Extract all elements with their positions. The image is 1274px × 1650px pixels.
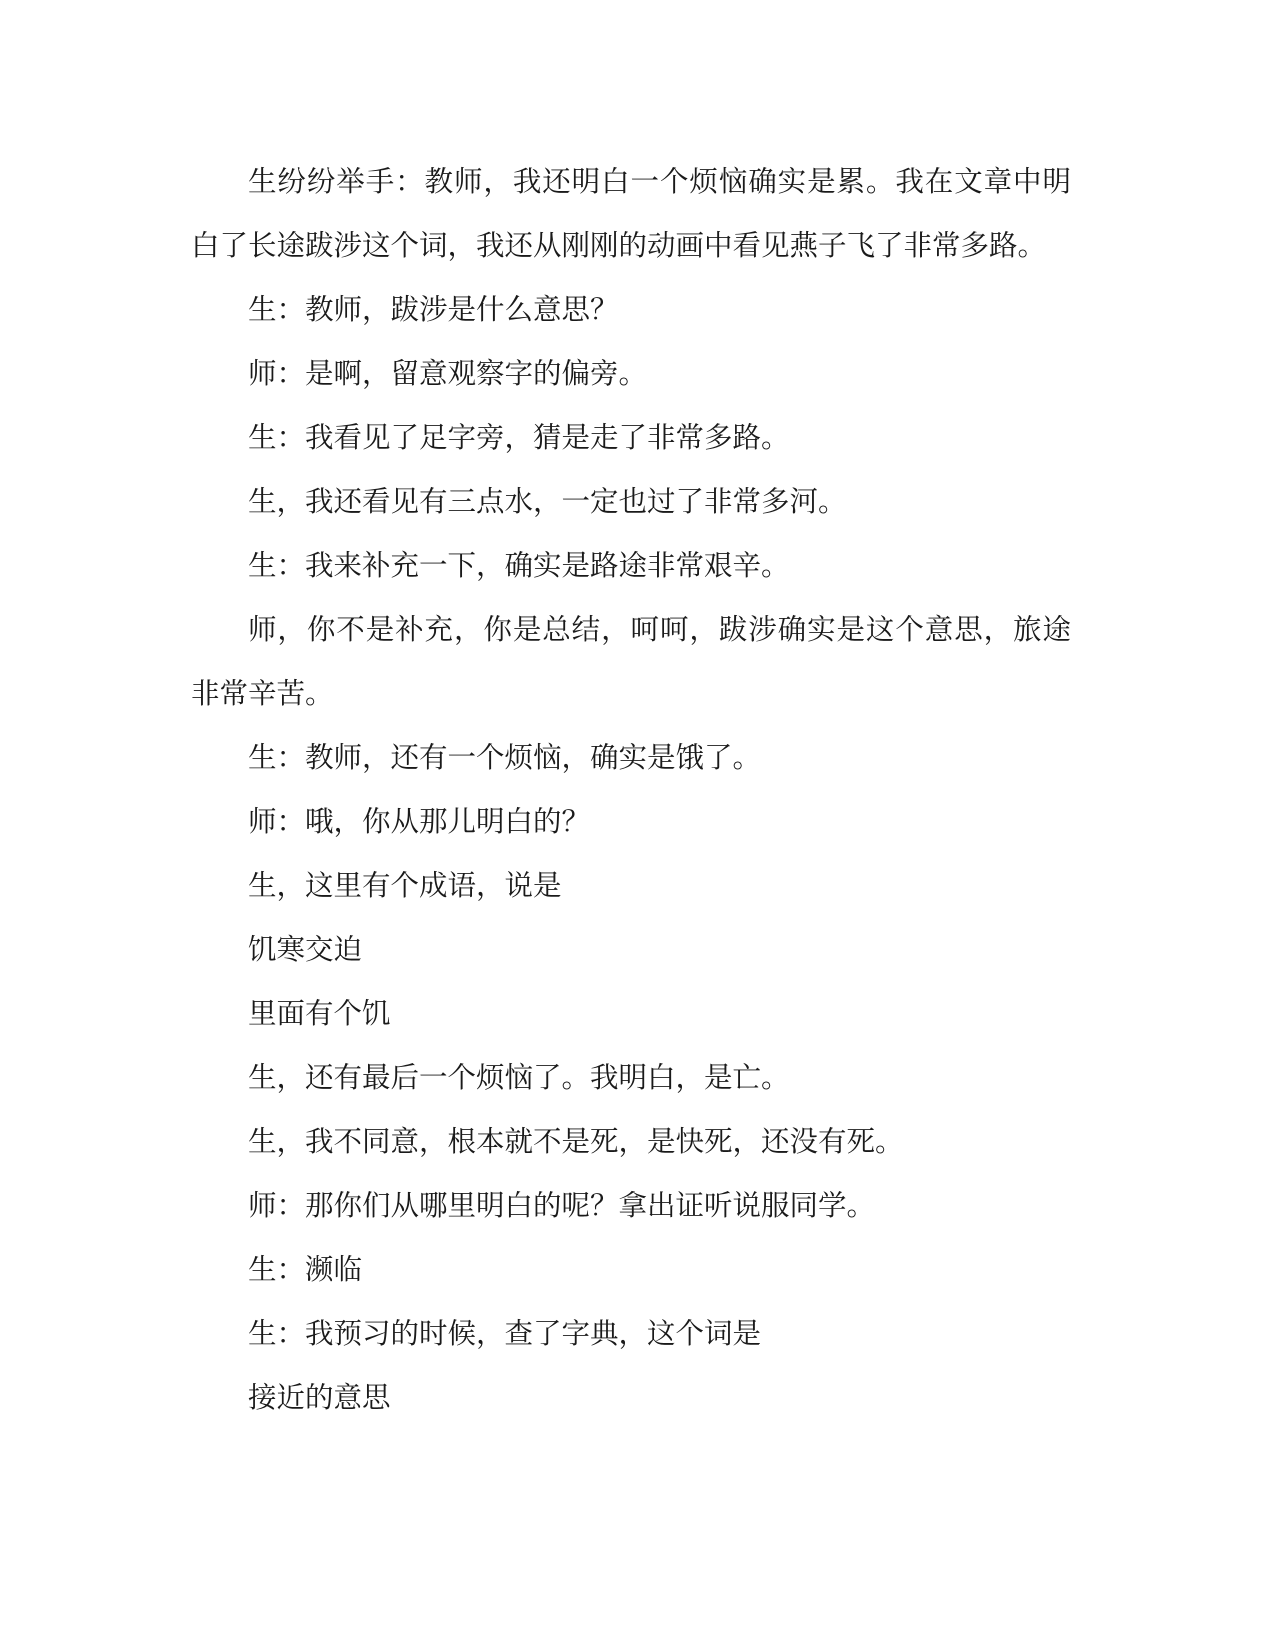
- paragraph: 生，我不同意，根本就不是死，是快死，还没有死。: [248, 1125, 904, 1158]
- paragraph: 饥寒交迫: [248, 933, 363, 966]
- paragraph: 师：是啊，留意观察字的偏旁。: [248, 357, 648, 390]
- paragraph: 生：濒临: [248, 1253, 363, 1286]
- paragraph: 生：我看见了足字旁，猜是走了非常多路。: [248, 421, 790, 454]
- paragraph: 接近的意思: [248, 1381, 391, 1414]
- paragraph: 生，还有最后一个烦恼了。我明白，是亡。: [248, 1061, 790, 1094]
- paragraph: 生：教师，跋涉是什么意思？: [248, 293, 619, 326]
- document-body: [191, 150, 1071, 1430]
- paragraph: 生：我预习的时候，查了字典，这个词是: [248, 1317, 762, 1350]
- paragraph: 生纷纷举手：教师，我还明白一个烦恼确实是累。我在文章中明白了长途跋涉这个词，我还从刚刚的动画中看见燕子飞了非常多路。: [191, 165, 1071, 262]
- paragraph: 生：我来补充一下，确实是路途非常艰辛。: [248, 549, 790, 582]
- paragraph: 师：那你们从哪里明白的呢？拿出证听说服同学。: [248, 1189, 876, 1222]
- paragraph: 师，你不是补充，你是总结，呵呵，跋涉确实是这个意思，旅途非常辛苦。: [191, 613, 1071, 710]
- paragraph: 生，我还看见有三点水，一定也过了非常多河。: [248, 485, 847, 518]
- paragraph: 里面有个饥: [248, 997, 391, 1030]
- paragraph: 生，这里有个成语，说是: [248, 869, 562, 902]
- paragraph: 师：哦，你从那儿明白的？: [248, 805, 591, 838]
- paragraph: 生：教师，还有一个烦恼，确实是饿了。: [248, 741, 762, 774]
